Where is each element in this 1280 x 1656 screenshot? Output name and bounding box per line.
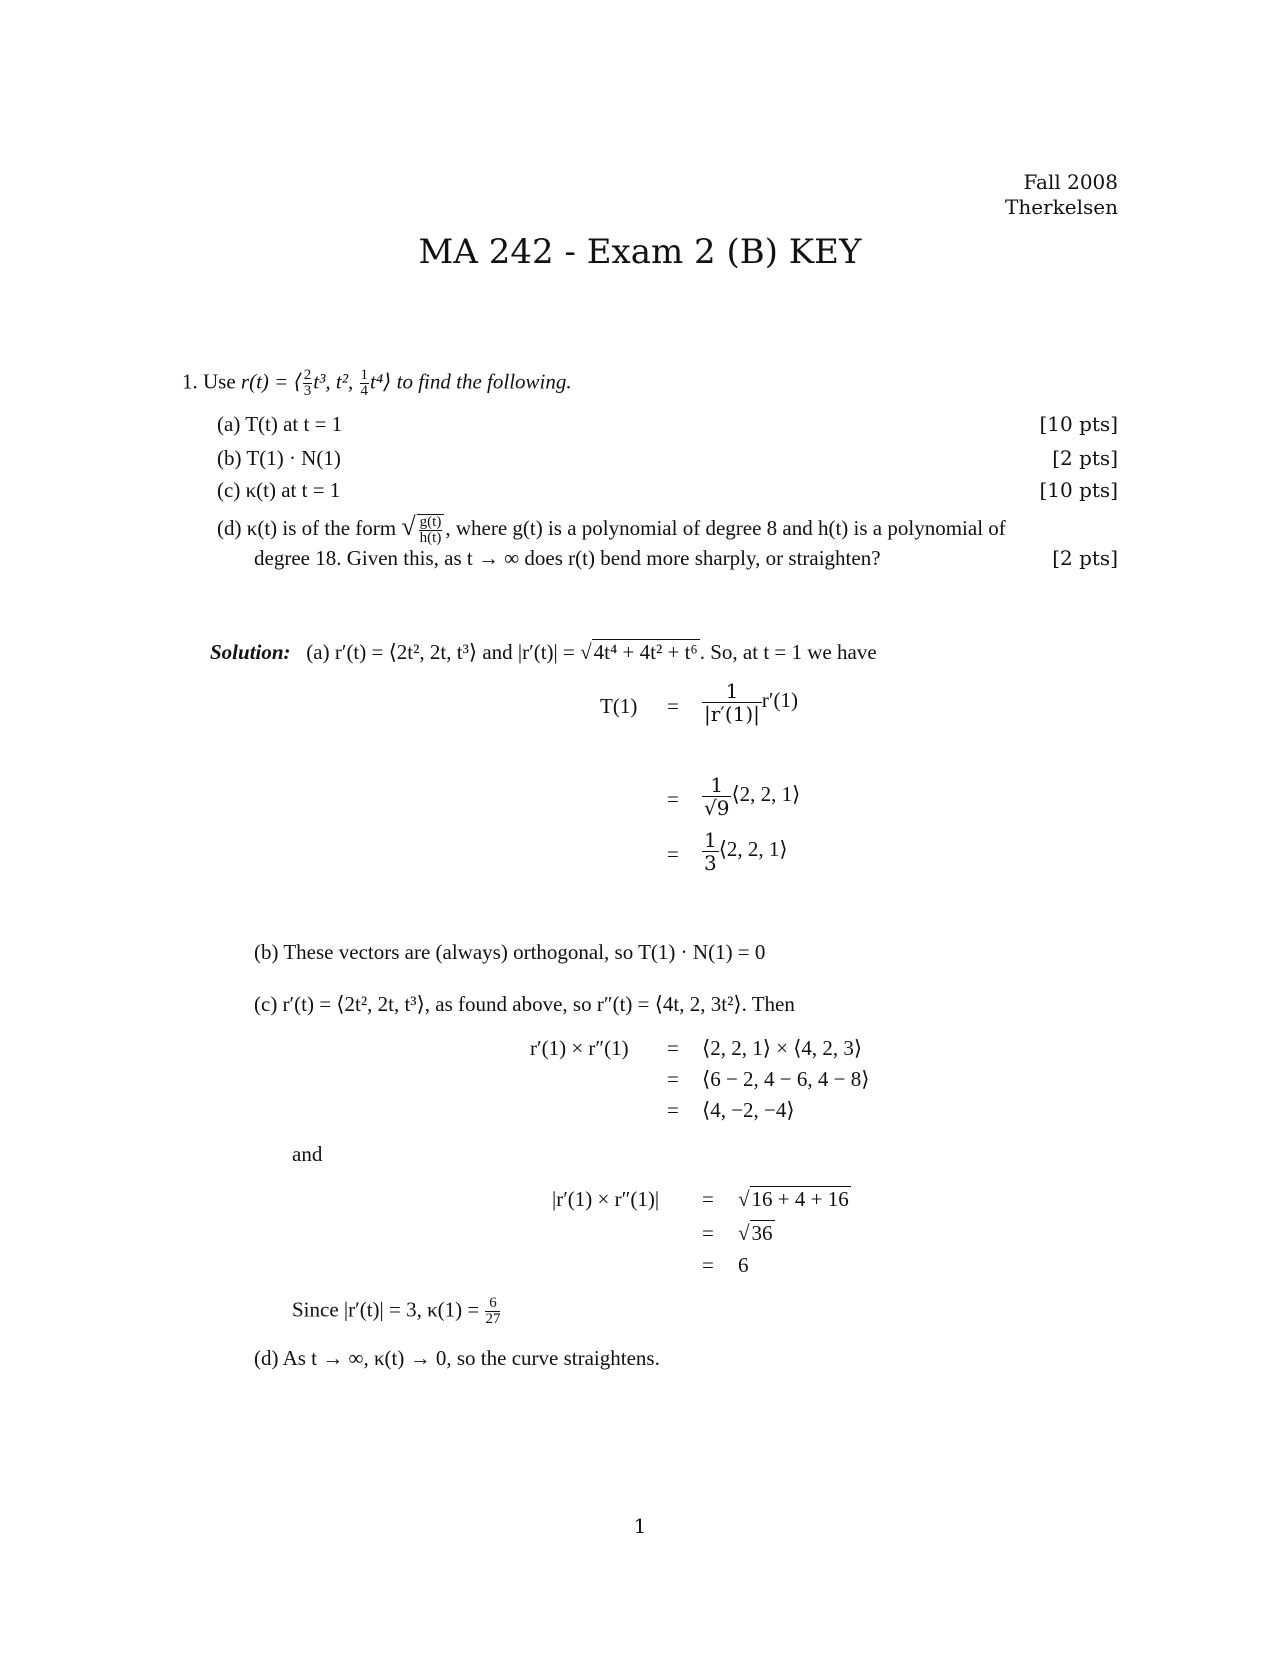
t1-row1: $\frac{1}{|r'(1)|}$ r′(1) — [704, 679, 798, 726]
fraction-two-thirds: $\frac{2}{3}$ — [303, 367, 312, 399]
part-c: (c) κ(t) at t = 1 — [217, 478, 341, 502]
t1-row3: $\frac{1}{3}$ ⟨2, 2, 1⟩ — [704, 828, 788, 875]
solution-c-intro: (c) r′(t) = ⟨2t², 2t, t³⟩, as found above, so r″(t) = ⟨4t, 2, 3t²⟩. Then — [254, 992, 795, 1016]
cross-row2: ⟨6 − 2, 4 − 6, 4 − 8⟩ — [702, 1067, 870, 1091]
t1-row2: $\frac{1}{√9}$ ⟨2, 2, 1⟩ — [704, 773, 801, 820]
solution-d: (d) As t → ∞, κ(t) → 0, so the curve straightens. — [254, 1346, 660, 1370]
solution-b: (b) These vectors are (always) orthogonal, so T(1) · N(1) = 0 — [254, 940, 766, 964]
eq-sign: = — [667, 1098, 679, 1122]
term-label: Fall 2008 — [1023, 170, 1118, 194]
eq-sign: = — [667, 1036, 679, 1060]
part-d-line1: (d) κ(t) is of the form √ $\frac{g(t)}{h(t)}$ , where g(t) is a polynomial of degree 8 and h(t) is a polynomial of — [217, 511, 1006, 546]
cross-lhs: r′(1) × r″(1) — [530, 1036, 629, 1060]
eq-sign: = — [702, 1253, 714, 1277]
cross-row3: ⟨4, −2, −4⟩ — [702, 1098, 795, 1122]
fraction-one-quarter: $\frac{1}{4}$ — [360, 367, 369, 399]
part-a-points: [10 pts] — [1039, 412, 1118, 436]
instructor-name: Therkelsen — [1005, 195, 1118, 219]
eq-sign: = — [667, 694, 679, 718]
solution-a-intro: Solution: (a) r′(t) = ⟨2t², 2t, t³⟩ and |r′(t)| = √4t⁴ + 4t² + t⁶. So, at t = 1 we have — [210, 640, 877, 664]
norm-row1: √16 + 4 + 16 — [738, 1187, 849, 1211]
eq-sign: = — [702, 1221, 714, 1245]
since-line: Since |r′(t)| = 3, κ(1) = $\frac{6}{27}$ — [292, 1295, 501, 1327]
cross-row1: ⟨2, 2, 1⟩ × ⟨4, 2, 3⟩ — [702, 1036, 863, 1060]
part-a: (a) T(t) at t = 1 — [217, 412, 343, 436]
eq-sign: = — [667, 1067, 679, 1091]
eq-sign: = — [702, 1187, 714, 1211]
norm-row3: 6 — [738, 1253, 749, 1277]
part-d-line2: degree 18. Given this, as t → ∞ does r(t) bend more sharply, or straighten? — [254, 546, 881, 570]
part-c-points: [10 pts] — [1039, 478, 1118, 502]
solution-label: Solution: — [210, 640, 291, 664]
question-intro: 1. Use r(t) = ⟨ $\frac{2}{3}$ t³, t², $\frac{1}{4}$ t⁴⟩ to find the following. — [182, 367, 572, 399]
norm-row2: √36 — [738, 1221, 773, 1245]
part-b-points: [2 pts] — [1052, 446, 1118, 470]
page-number: 1 — [633, 1514, 647, 1538]
header-block — [1005, 170, 1118, 220]
eq-sign: = — [667, 787, 679, 811]
and-text: and — [292, 1142, 323, 1166]
eq-sign: = — [667, 842, 679, 866]
sqrt-g-over-h: $\frac{g(t)}{h(t)}$ — [417, 514, 445, 546]
norm-lhs: |r′(1) × r″(1)| — [552, 1187, 660, 1211]
part-d-points: [2 pts] — [1052, 546, 1118, 570]
t1-lhs: T(1) — [600, 694, 638, 718]
page-title: MA 242 - Exam 2 (B) KEY — [418, 232, 862, 272]
part-b: (b) T(1) · N(1) — [217, 446, 341, 470]
